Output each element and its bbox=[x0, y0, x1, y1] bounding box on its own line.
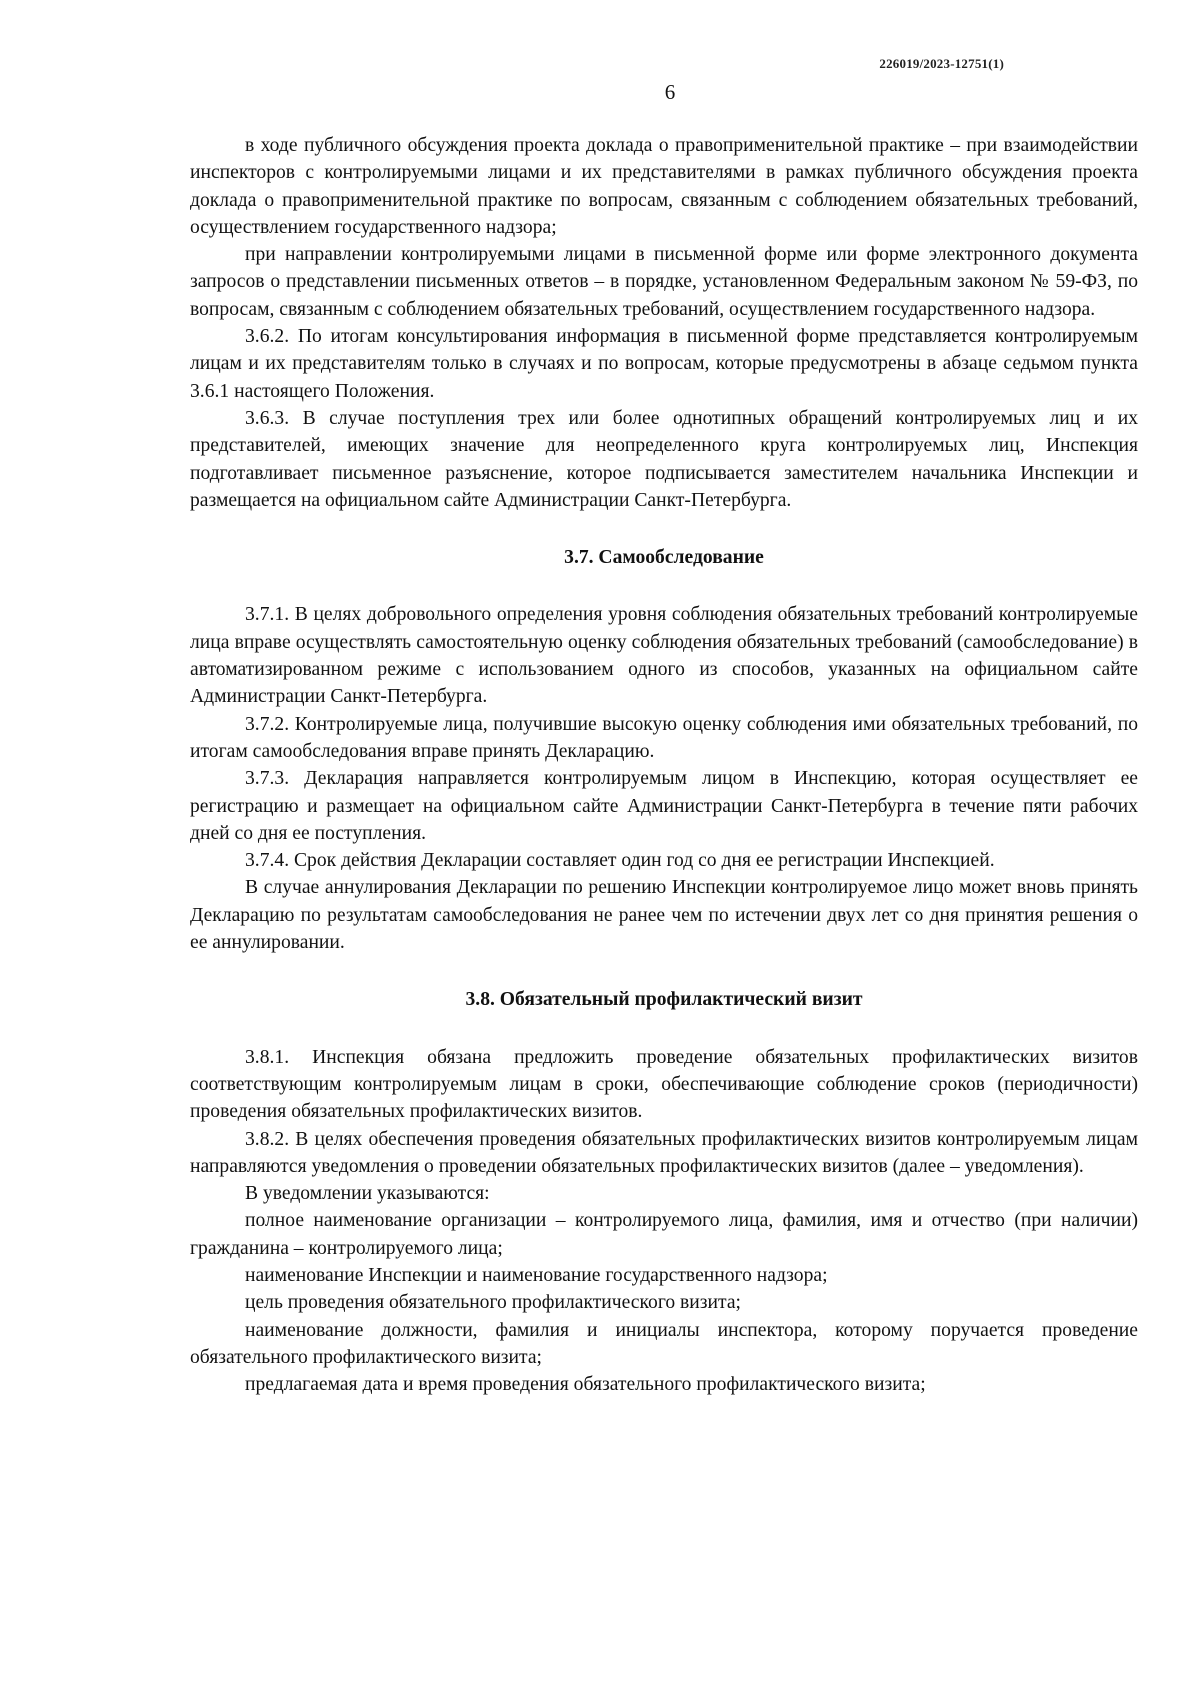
paragraph: 3.6.2. По итогам консультирования информация в письменной форме представляется контролируемым лицам и их представителям только в случаях и по вопросам, которые предусмотрены в абзаце седьмом пункта 3.6.1 настоящего Положения. bbox=[190, 326, 1138, 402]
paragraph: 3.7.3. Декларация направляется контролируемым лицом в Инспекцию, которая осуществляет ее регистрацию и размещает на официальном сайте Администрации Санкт-Петербурга в течение пяти рабочих дней со дня ее поступления. bbox=[190, 768, 1138, 844]
paragraph: предлагаемая дата и время проведения обязательного профилактического визита; bbox=[245, 1374, 926, 1396]
section-heading-3-8: 3.8. Обязательный профилактический визит bbox=[465, 989, 863, 1011]
paragraph: 3.6.3. В случае поступления трех или более однотипных обращений контролируемых лиц и их представителей, имеющих значение для неопределенного круга контролируемых лиц, Инспекция подготавливает письменное разъяснение, которое подписывается заместителем начальника Инспекции и размещается на официальном сайте Администрации Санкт-Петербурга. bbox=[190, 407, 1138, 511]
document-body bbox=[190, 132, 1138, 1398]
paragraph: 3.7.4. Срок действия Декларации составляет один год со дня ее регистрации Инспекцией. bbox=[245, 850, 995, 872]
page-number: 6 bbox=[664, 80, 676, 104]
paragraph: 3.8.2. В целях обеспечения проведения обязательных профилактических визитов контролируемым лицам направляются уведомления о проведении обязательных профилактических визитов (далее – уведомления). bbox=[190, 1128, 1138, 1177]
paragraph: 3.7.1. В целях добровольного определения уровня соблюдения обязательных требований контролируемые лица вправе осуществлять самостоятельную оценку соблюдения обязательных требований (самообследование) в автоматизированном режиме с использованием одного из способов, указанных на официальном сайте Администрации Санкт-Петербурга. bbox=[190, 604, 1138, 708]
paragraph: полное наименование организации – контролируемого лица, фамилия, имя и отчество (при наличии) гражданина – контролируемого лица; bbox=[190, 1210, 1138, 1259]
paragraph: в ходе публичного обсуждения проекта доклада о правоприменительной практике – при взаимодействии инспекторов с контролируемыми лицами и их представителями в рамках публичного обсуждения проекта доклада о правоприменительной практике по вопросам, связанным с соблюдением обязательных требований, осуществлением государственного надзора; bbox=[190, 135, 1138, 238]
paragraph: 3.7.2. Контролируемые лица, получившие высокую оценку соблюдения ими обязательных требований, по итогам самообследования вправе принять Декларацию. bbox=[190, 713, 1138, 762]
paragraph: В уведомлении указываются: bbox=[245, 1183, 490, 1205]
paragraph: наименование должности, фамилия и инициалы инспектора, которому поручается проведение обязательного профилактического визита; bbox=[190, 1319, 1138, 1368]
paragraph: при направлении контролируемыми лицами в письменной форме или форме электронного документа запросов о представлении письменных ответов – в порядке, установленном Федеральным законом № 59-ФЗ, по вопросам, связанным с соблюдением обязательных требований, осуществлением государственного надзора. bbox=[190, 244, 1138, 320]
paragraph: 3.8.1. Инспекция обязана предложить проведение обязательных профилактических визитов соответствующим контролируемым лицам в сроки, обеспечивающие соблюдение сроков (периодичности) проведения обязательных профилактических визитов. bbox=[190, 1046, 1138, 1123]
section-heading-3-7: 3.7. Самообследование bbox=[564, 547, 764, 569]
paragraph: В случае аннулирования Декларации по решению Инспекции контролируемое лицо может вновь принять Декларацию по результатам самообследования не ранее чем по истечении двух лет со дня принятия решения о ее аннулировании. bbox=[190, 877, 1138, 954]
paragraph: наименование Инспекции и наименование государственного надзора; bbox=[245, 1264, 828, 1286]
paragraph: цель проведения обязательного профилактического визита; bbox=[245, 1292, 741, 1314]
document-number: 226019/2023-12751(1) bbox=[879, 56, 1004, 71]
